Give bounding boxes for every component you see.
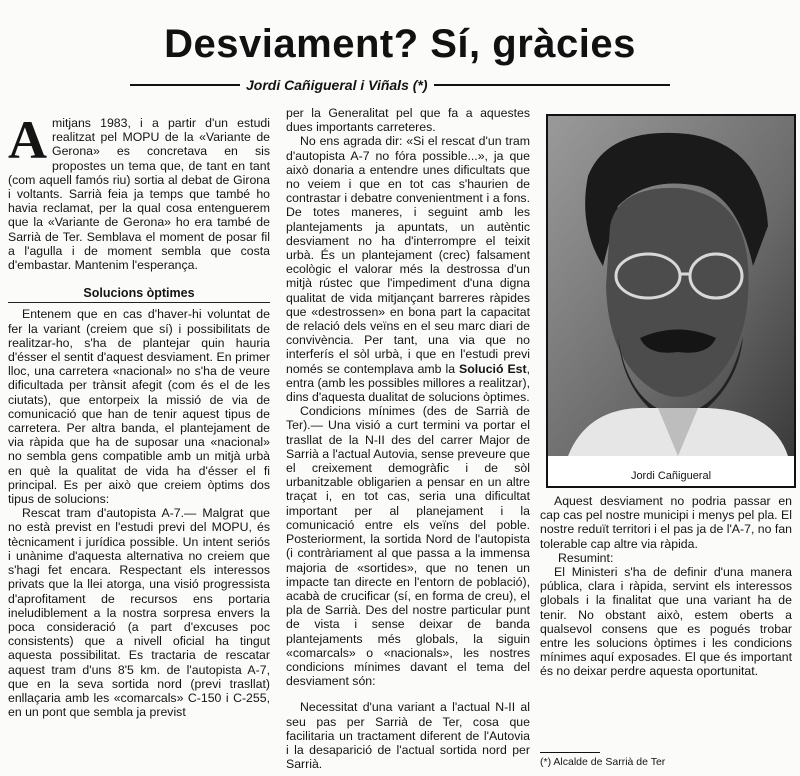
paragraph: Necessitat d'una variant a l'actual N-II al seu pas per Sarrià de Ter, cosa que facilitaria un tractament diferent de l'Autovia i la desaparició de l'actual sortida nord per Sarrià. xyxy=(286,700,530,772)
footnote-rule xyxy=(540,752,600,753)
paragraph-text: , entra (amb les possibles millores a realitzar), dins d'aquesta dualitat de solucions òptimes. xyxy=(286,361,530,405)
byline-row xyxy=(130,75,670,95)
column-2 xyxy=(286,106,530,771)
section-heading: Solucions òptimes xyxy=(8,286,270,303)
column-3 xyxy=(540,494,792,679)
paragraph-text: No ens agrada dir: «Si el rescat d'un tram d'autopista A-7 no fóra possible...», ja que això donaria a entendre unes dificultats que no veiem i que en tot cas s'haurien de contrastar i debatre convenientment i a fons. De totes maneres, i seguint amb les plantejaments ja apuntats, un autèntic desviament no ha d'interrompre el teixit urbà. És un plantejament (crec) falsament ecològic el valorar més la destrossa d'un mitjà rústec que l'impediment d'una digna qualitat de vida mitjançant barreres ràpides que «destrossen» en bona part la capacitat de relació dels veïns en el seu marc diari de convivència. Per tant, una via que no interferís el sòl urbà, i que en l'estudi previ només se contemplava amb la xyxy=(286,134,530,376)
byline: Jordi Cañigueral i Viñals (*) xyxy=(246,77,428,93)
intro-text: mitjans 1983, i a partir d'un estudi realitzat pel MOPU de la «Variante de Gerona» es concretava en sis propostes un tema que, de tant en tant (com aquell famós riu) sortia al debat de Girona i voltants. Sarrià feia ja temps que també ho havia reclamat, per la qual cosa entenguerem que la «Variante de Gerona» ho era també de Sarrià de Ter. Semblava el moment de posar fil a l'agulla i de moment sembla que costa d'embastar. Mantenim l'esperança. xyxy=(8,116,270,273)
paragraph xyxy=(286,134,530,404)
spacer xyxy=(286,688,530,700)
column-1 xyxy=(8,110,270,720)
drop-cap: A xyxy=(8,110,47,170)
author-photo xyxy=(546,114,796,488)
paragraph: per la Generalitat pel que fa a aquestes dues importants carreteres. xyxy=(286,106,530,135)
article-title: Desviament? Sí, gràcies xyxy=(164,22,636,66)
byline-rule-left xyxy=(130,84,240,86)
paragraph: Aquest desviament no podria passar en cap cas pel nostre municipi i menys pel pla. El nostre reduït territori i el pas ja de l'A-7, no fan tolerable cap altre via ràpida. xyxy=(540,494,792,551)
paragraph: El Ministeri s'ha de definir d'una manera pública, clara i ràpida, servint els interessos globals i la finalitat que una variant ha de tenir. No obstant això, estem oberts a qualsevol consens que es pogués trobar entre les solucions òptimes i les condicions mínimes aquí exposades. El que és important és no deixar perdre aquesta oportunitat. xyxy=(540,565,792,679)
portrait-image xyxy=(548,116,794,486)
footnote: (*) Alcalde de Sarrià de Ter xyxy=(540,756,666,768)
photo-caption: Jordi Cañigueral xyxy=(630,470,712,482)
intro-paragraph xyxy=(8,110,270,273)
bold-text: Solució Est xyxy=(459,361,527,376)
paragraph: Entenem que en cas d'haver-hi voluntat de fer la variant (creiem que sí) i possibilitats de realitzar-ho, s'ha de plantejar quin hauria d'ésser el sentit d'aquest desviament. En primer lloc, una carretera «nacional» no s'ha de veure dificultada per trànsit afegit (com és el de les ciutats), que entorpeix la missió de via de comunicació que han de tenir aquest tipus de carretera. Per altra banda, el plantejament de via ràpida que ha de suposar una «nacional» no sembla gens compatible amb un mitjà urbà en què la qualitat de vida ha d'ésser el fi principal. Es per això que creiem òptims dos tipus de solucions: xyxy=(8,307,270,507)
resumint-label: Resumint: xyxy=(558,550,614,565)
paragraph: Condicions mínimes (des de Sarrià de Ter).— Una visió a curt termini va portar el trasllat de la N-II des del carrer Major de Sarrià a l'actual Autovia, sense preveure que el creixement demogràfic i de sòl urbanitzable obligarien a pensar en un altre traçat i, en tot cas, seria una dificultat important per al planejament i la comunicació entre els veïns del poble. Posteriorment, la sortida Nord de l'autopista (i contràriament al que passa a la immensa majoria de «sortides», que no tenen un impacte tan directe en l'entorn de població), acabà de crucificar (sí, en forma de creu), el pla de Sarrià. Des del nostre particular punt de vista i sense deixar de banda plantejaments més globals, la siguin «comarcals» o «nacionals», les nostres condicions mínimes davant el tema del desviament són: xyxy=(286,404,530,689)
paragraph: Rescat tram d'autopista A-7.— Malgrat que no està previst en l'estudi previ del MOPU, és tècnicament i jurídica possible. Un intent seriós i unànime d'aquesta alternativa no creiem que s'hagi fet encara. Respectant els interessos privats que la llei atorga, una visió progressista d'aprofitament de recursos ens portaria ineludiblement a la nostra sorpresa envers la poca consideració (a part d'excuses poc consistents) que a nivell oficial ha tingut aquesta possibilitat. Es tractaria de rescatar aquest tram d'uns 8'5 km. de l'autopista A-7, que en la seva sortida nord (previ trasllat) enllaçaria amb les «comarcals» C-150 i C-255, en un pont que sembla ja previst xyxy=(8,506,270,720)
byline-rule-right xyxy=(434,84,670,86)
